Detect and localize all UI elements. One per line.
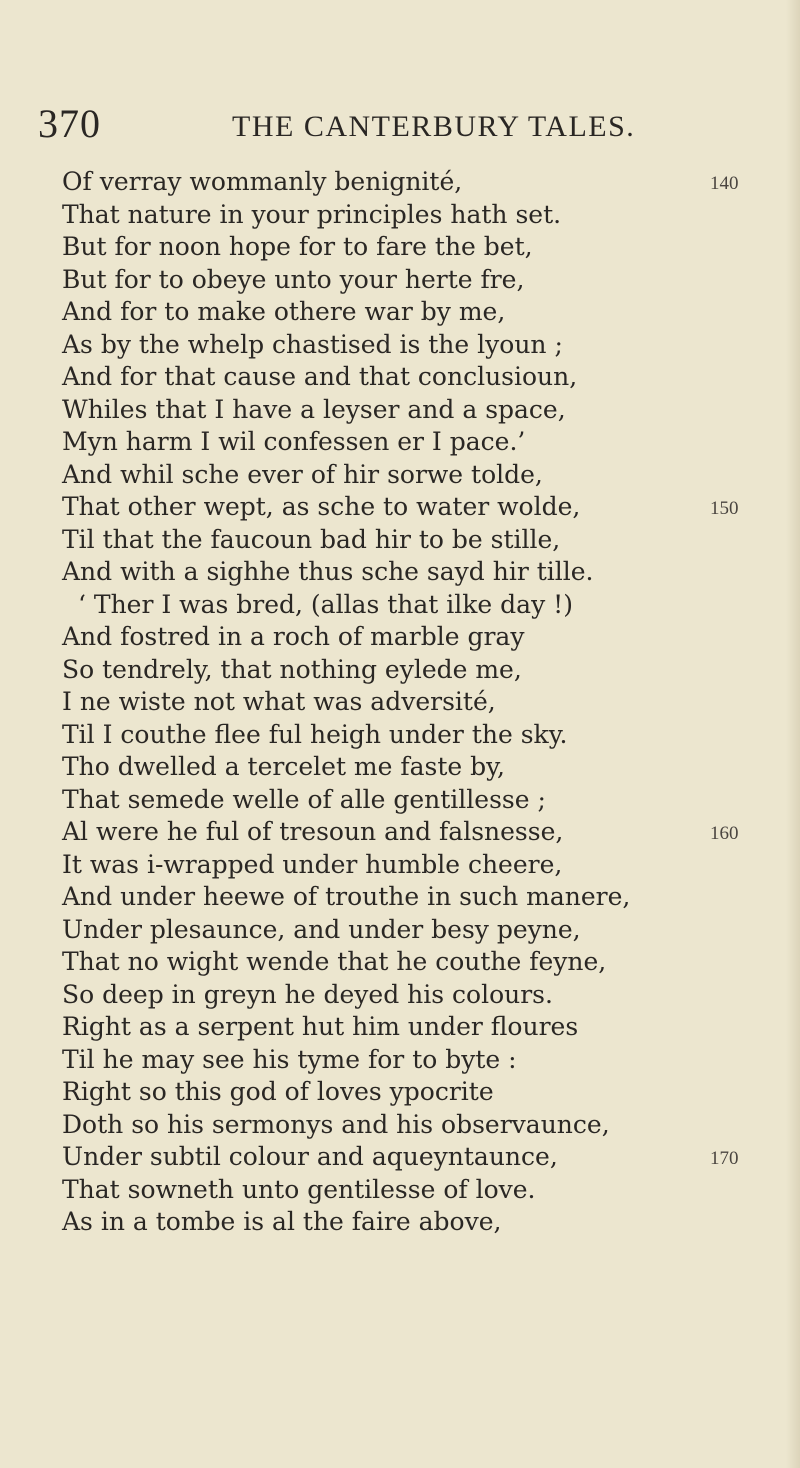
verse-text: I ne wiste not what was adversité, [62,687,496,716]
verse-text: That nature in your principles hath set. [62,199,562,229]
verse-line [62,524,762,557]
verse-line [62,979,762,1012]
verse-line [62,686,762,719]
verse-line [62,816,762,849]
verse-line [62,1011,762,1044]
verse-text: Til I couthe flee ful heigh under the sky. [62,719,568,749]
verse-text: And for to make othere war by me, [62,297,506,326]
page-number: 370 [38,101,101,146]
verse-text: And for that cause and that conclusioun, [62,362,578,391]
verse-text: So tendrely, that nothing eylede me, [62,654,522,684]
verse-text: Right so this god of loves ypocrite [62,1077,494,1106]
line-number: 160 [710,823,739,844]
verse-line [62,1174,762,1207]
verse-line [62,199,762,232]
verse-line [62,589,762,622]
running-title: THE CANTERBURY TALES. [232,110,636,143]
verse-text: But for to obeye unto your herte fre, [62,264,525,294]
verse-line [62,296,762,329]
verse-line [62,1044,762,1077]
verse-text: ‘ Ther I was bred, (allas that ilke day !) [78,589,573,619]
line-number: 140 [710,173,739,194]
verse-text: Right as a serpent hut him under floures [62,1012,579,1041]
verse-text: And with a sighhe thus sche sayd hir tille. [62,557,594,586]
verse-text: And whil sche ever of hir sorwe tolde, [62,459,543,489]
verse-line [62,166,762,199]
verse-text: Til he may see his tyme for to byte : [62,1044,517,1074]
verse-line [62,361,762,394]
verse-text: Al were he ful of tresoun and falsnesse, [62,817,564,846]
page-edge-shadow [786,0,800,1468]
verse-line [62,1141,762,1174]
verse-text: But for noon hope for to fare the bet, [62,232,533,261]
verse-line [62,621,762,654]
verse-text: Myn harm I wil confessen er I pace.’ [62,427,526,456]
verse-line [62,231,762,264]
verse-line [62,491,762,524]
verse-text: As by the whelp chastised is the lyoun ; [62,329,563,359]
verse-text: Whiles that I have a leyser and a space, [62,394,566,424]
verse-text: As in a tombe is al the faire above, [62,1207,502,1236]
verse-text: That semede welle of alle gentillesse ; [62,784,546,814]
verse-text: It was i-wrapped under humble cheere, [62,849,563,879]
verse-line [62,654,762,687]
verse-line [62,914,762,947]
verse-line [62,459,762,492]
line-number: 150 [710,498,739,519]
verse-text: And under heewe of trouthe in such manere, [62,882,631,911]
verse-line [62,556,762,589]
verse-line [62,394,762,427]
verse-text: Til that the faucoun bad hir to be stille, [62,524,561,554]
verse-line [62,751,762,784]
verse-text: That no wight wende that he couthe feyne, [62,947,607,976]
verse-line [62,1206,762,1239]
verse-line [62,264,762,297]
verse-text: Doth so his sermonys and his observaunce, [62,1109,610,1139]
verse-block [62,166,762,1239]
verse-line [62,849,762,882]
verse-line [62,329,762,362]
verse-text: Under subtil colour and aqueyntaunce, [62,1142,558,1171]
verse-text: Tho dwelled a tercelet me faste by, [62,752,505,781]
verse-line [62,1109,762,1142]
verse-text: Of verray wommanly benignité, [62,167,463,196]
verse-line [62,881,762,914]
verse-text: And fostred in a roch of marble gray [62,622,525,651]
verse-text: Under plesaunce, and under besy peyne, [62,914,581,944]
verse-line [62,426,762,459]
verse-text: That other wept, as sche to water wolde, [62,492,581,521]
verse-text: That sowneth unto gentilesse of love. [62,1174,536,1204]
verse-line [62,946,762,979]
verse-line [62,719,762,752]
verse-line [62,784,762,817]
line-number: 170 [710,1148,739,1169]
verse-text: So deep in greyn he deyed his colours. [62,979,553,1009]
verse-line [62,1076,762,1109]
